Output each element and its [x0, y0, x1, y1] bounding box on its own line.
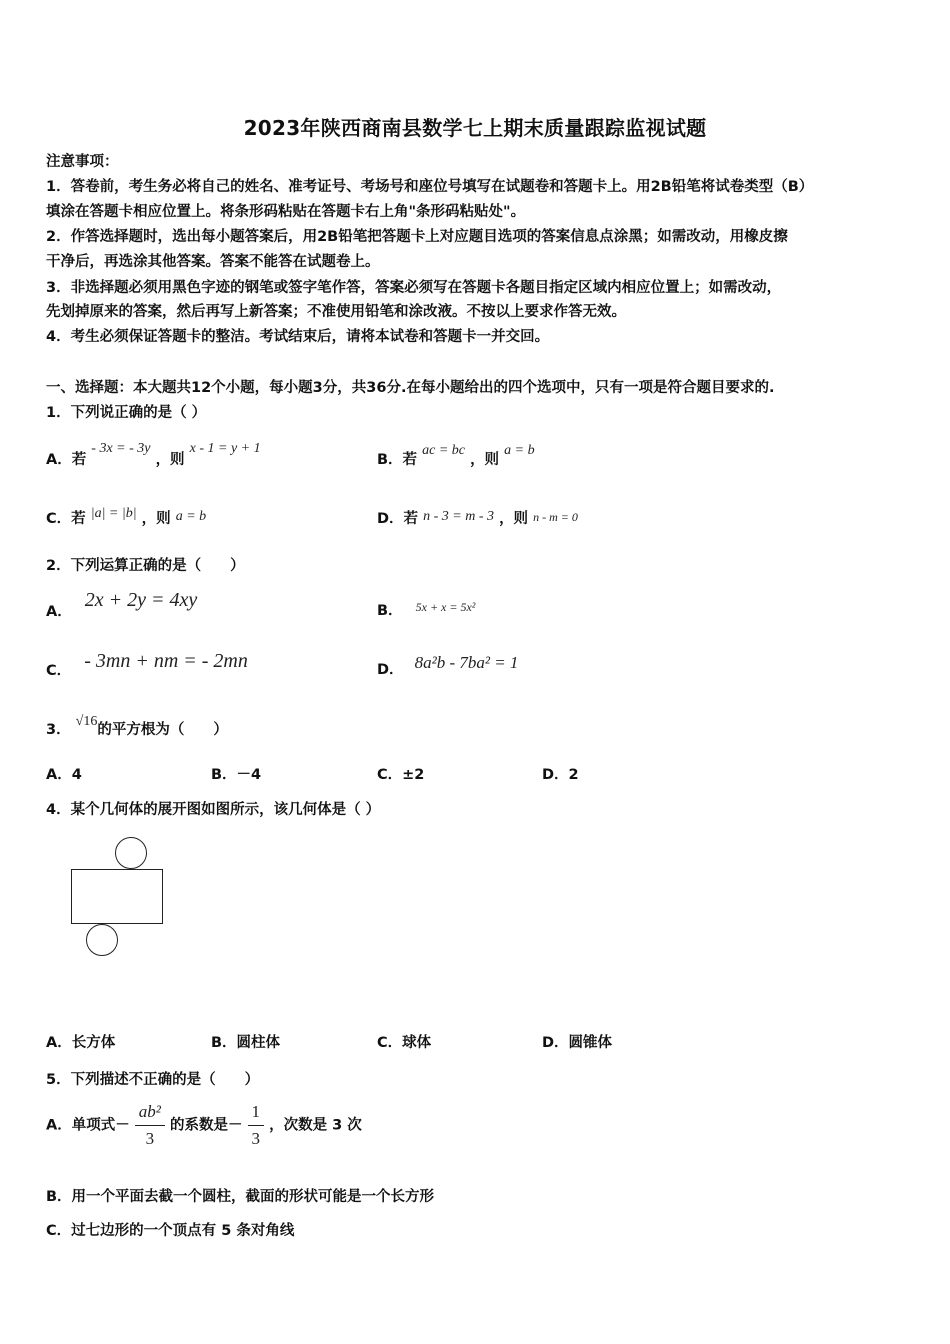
q5-option-c: C．过七边形的一个顶点有 5 条对角线 — [46, 1223, 295, 1239]
q1-c-expr2: a = b — [175, 509, 207, 524]
q1-a-expr1: - 3x = - 3y — [91, 441, 151, 456]
q2-stem: 2．下列运算正确的是（ ） — [46, 558, 245, 574]
q1-b-expr1: ac = bc — [422, 443, 465, 458]
q1-d-then: ，则 — [499, 511, 529, 527]
q2-option-b — [377, 599, 475, 620]
q2-d-expr: 8a²b - 7ba² = 1 — [414, 653, 519, 672]
q5-a-fraction — [135, 1101, 165, 1150]
q1-a-label: A．若 — [46, 452, 87, 468]
notice-heading: 注意事项： — [46, 154, 119, 170]
q5-a-denominator: 3 — [145, 1129, 155, 1148]
q1-a-then: ，则 — [155, 452, 185, 468]
notice-line-4: 干净后，再选涂其他答案。答案不能答在试题卷上。 — [46, 254, 380, 270]
q1-option-b — [377, 443, 535, 469]
q1-b-label: B．若 — [377, 452, 418, 468]
net-rectangle — [71, 869, 163, 924]
q1-d-expr1: n - 3 = m - 3 — [423, 509, 494, 524]
q1-c-then: ，则 — [141, 511, 171, 527]
q1-option-c — [46, 507, 206, 528]
notice-line-1: 1．答卷前，考生务必将自己的姓名、准考证号、考场号和座位号填写在试题卷和答题卡上。用2B铅笔将试卷类型（B） — [46, 179, 814, 195]
notice-line-3: 2．作答选择题时，选出每小题答案后，用2B铅笔把答题卡上对应题目选项的答案信息点涂黑；如需改动，用橡皮擦 — [46, 229, 788, 245]
q3-stem — [46, 714, 228, 739]
q4-option-b: B．圆柱体 — [211, 1035, 281, 1051]
q4-stem: 4．某个几何体的展开图如图所示，该几何体是（ ） — [46, 802, 381, 818]
q5-a-numerator-2: 1 — [248, 1101, 265, 1126]
q3-option-b: B．－4 — [211, 767, 262, 783]
q1-d-label: D．若 — [377, 511, 419, 527]
notice-line-5: 3．非选择题必须用黑色字迹的钢笔或签字笔作答，答案必须写在答题卡各题目指定区域内相应位置上；如需改动， — [46, 280, 782, 296]
q2-option-c — [46, 650, 248, 681]
q3-stem-text: 的平方根为（ ） — [97, 722, 228, 738]
q2-d-label: D． — [377, 662, 404, 678]
q1-a-expr2: x - 1 = y + 1 — [189, 441, 261, 456]
q5-a-mid: 的系数是－ — [169, 1117, 243, 1134]
notice-line-6: 先划掉原来的答案，然后再写上新答案；不准使用铅笔和涂改液。不按以上要求作答无效。 — [46, 304, 626, 320]
q3-option-a: A．4 — [46, 767, 82, 783]
q3-sqrt-expr: √16 — [75, 714, 98, 729]
q1-b-expr2: a = b — [504, 443, 535, 458]
q2-a-expr: 2x + 2y = 4xy — [84, 589, 198, 611]
q5-a-label: A．单项式－ — [46, 1117, 130, 1134]
q2-option-a — [46, 589, 198, 622]
q1-b-then: ，则 — [470, 452, 500, 468]
q2-a-label: A． — [46, 604, 72, 620]
q2-b-label: B． — [377, 603, 403, 619]
q5-stem: 5．下列描述不正确的是（ ） — [46, 1072, 260, 1088]
q5-option-a — [46, 1101, 362, 1150]
q1-d-expr2: n - m = 0 — [533, 510, 578, 524]
q4-option-a: A．长方体 — [46, 1035, 116, 1051]
q2-c-expr: - 3mn + nm = - 2mn — [84, 650, 248, 672]
q1-c-label: C．若 — [46, 511, 86, 527]
q1-option-a — [46, 441, 261, 469]
q2-c-label: C． — [46, 663, 72, 679]
q1-stem: 1．下列说正确的是（ ） — [46, 405, 207, 421]
q5-a-denominator-2: 3 — [251, 1129, 261, 1148]
q5-option-b: B．用一个平面去截一个圆柱，截面的形状可能是一个长方形 — [46, 1189, 435, 1205]
page-title: 2023年陕西商南县数学七上期末质量跟踪监视试题 — [243, 116, 707, 140]
q1-option-d — [377, 507, 578, 528]
q1-c-expr1: |a| = |b| — [90, 506, 137, 521]
q4-option-d: D．圆锥体 — [542, 1035, 613, 1051]
q2-option-d — [377, 653, 519, 679]
q3-option-d: D．2 — [542, 767, 579, 783]
notice-line-7: 4．考生必须保证答题卡的整洁。考试结束后，请将本试卷和答题卡一并交回。 — [46, 329, 550, 345]
net-bottom-circle — [86, 924, 118, 956]
q5-a-fraction-2 — [248, 1101, 265, 1150]
net-top-circle — [115, 837, 147, 869]
section-heading: 一、选择题：本大题共12个小题，每小题3分，共36分.在每小题给出的四个选项中，只有一项是符合题目要求的. — [46, 380, 775, 396]
q5-a-numerator: ab² — [135, 1101, 165, 1126]
q3-option-c: C．±2 — [377, 767, 425, 783]
q2-b-expr: 5x + x = 5x² — [415, 600, 476, 614]
q4-option-c: C．球体 — [377, 1035, 432, 1051]
q3-number: 3． — [46, 722, 71, 738]
notice-line-2: 填涂在答题卡相应位置上。将条形码粘贴在答题卡右上角"条形码粘贴处"。 — [46, 204, 526, 220]
q5-a-tail: ，次数是 3 次 — [269, 1117, 362, 1134]
